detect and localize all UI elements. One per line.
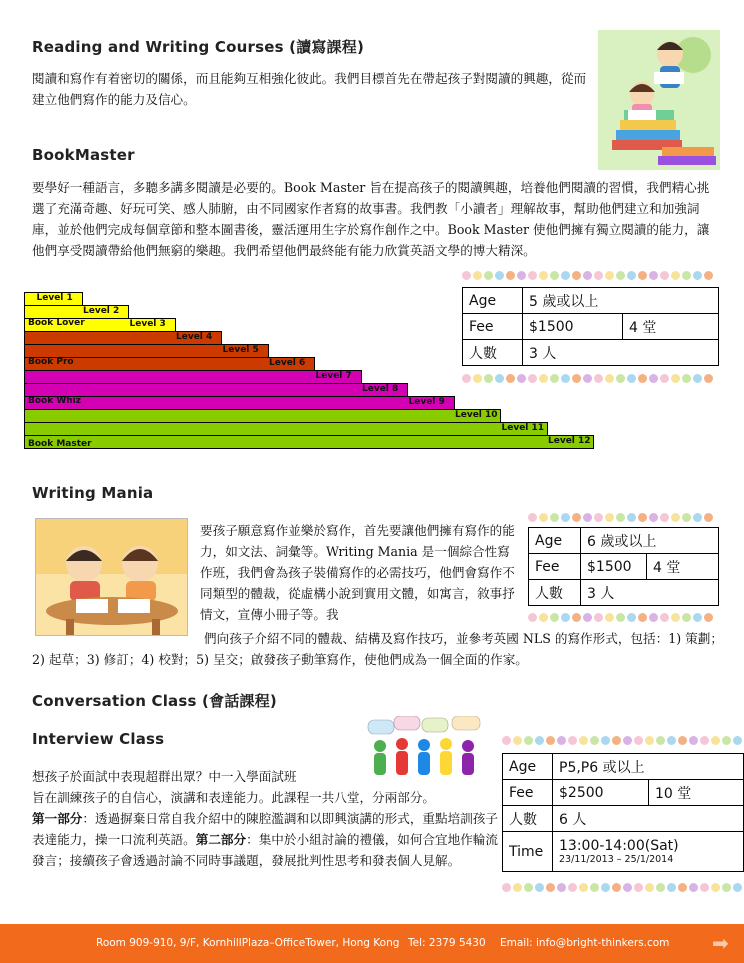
time-label: Time xyxy=(503,832,553,872)
dot xyxy=(649,513,658,522)
dot xyxy=(682,271,691,280)
dot xyxy=(634,883,643,892)
dot xyxy=(495,271,504,280)
footer-address: Room 909-910, 9/F, KornhillPlaza–OfficeTower, Hong Kong xyxy=(96,937,400,949)
dot xyxy=(733,736,742,745)
dot xyxy=(550,374,559,383)
level-label: Level 9 xyxy=(408,397,445,407)
interview-parts xyxy=(32,808,502,871)
people-value: 6 人 xyxy=(553,806,744,832)
reading-intro: 閱讀和寫作有着密切的關係，而且能夠互相強化彼此。我們目標首先在帶起孩子對閱讀的興趣，從而建立他們寫作的能力及信心。 xyxy=(32,71,587,107)
dot xyxy=(484,374,493,383)
people-label: 人數 xyxy=(529,580,581,606)
time-value: 13:00-14:00(Sat) xyxy=(559,838,679,854)
conversation-title: Conversation Class (會話課程) xyxy=(32,692,277,710)
dot xyxy=(733,883,742,892)
dot xyxy=(546,883,555,892)
level-label: Level 6 xyxy=(269,358,306,368)
dot xyxy=(660,513,669,522)
dot xyxy=(568,883,577,892)
part2-text: ：集中於小組討論的禮儀，如何合宜地作輪流發言；接續孩子會透過討論不同時事議題，發展批判性思考和發表個人見解。 xyxy=(32,832,498,868)
interview-title: Interview Class xyxy=(32,730,165,748)
reading-title: Reading and Writing Courses (讀寫課程) xyxy=(32,38,365,56)
dot xyxy=(682,513,691,522)
dotted-border-bottom xyxy=(462,371,720,385)
part2-label: 第二部分 xyxy=(195,832,247,847)
dot xyxy=(506,271,515,280)
writing-body-2: 們向孩子介紹不同的體裁、結構及寫作技巧，並參考英國 NLS 的寫作形式，包括：1) 策劃；2) 起草；3) 修訂；4) 校對；5) 呈交；啟發孩子動筆寫作，使他們成為一個全面的作家。 xyxy=(32,631,723,667)
dot xyxy=(605,513,614,522)
interview-line-1: 想孩子於面試中表現超群出眾？中一入學面試班 xyxy=(32,769,297,784)
dot xyxy=(495,374,504,383)
dot xyxy=(693,513,702,522)
dot xyxy=(517,271,526,280)
dot xyxy=(667,883,676,892)
age-value: 5 歲或以上 xyxy=(523,288,719,314)
dot xyxy=(649,613,658,622)
dot xyxy=(462,374,471,383)
dot xyxy=(579,883,588,892)
dot xyxy=(656,883,665,892)
dot xyxy=(572,513,581,522)
level-label: Level 2 xyxy=(83,306,120,316)
dot xyxy=(689,883,698,892)
dot xyxy=(667,736,676,745)
dot xyxy=(572,613,581,622)
dot xyxy=(634,736,643,745)
dot xyxy=(528,513,537,522)
dot xyxy=(583,513,592,522)
dot xyxy=(590,736,599,745)
kids-writing-image xyxy=(36,519,188,636)
dot xyxy=(627,513,636,522)
age-label: Age xyxy=(529,528,581,554)
level-step xyxy=(24,435,594,449)
dot xyxy=(601,736,610,745)
dot xyxy=(561,513,570,522)
fee-value: $1500 xyxy=(581,554,647,580)
dot xyxy=(689,736,698,745)
dot xyxy=(678,883,687,892)
dot xyxy=(506,374,515,383)
dot xyxy=(682,374,691,383)
dot xyxy=(590,883,599,892)
dot xyxy=(513,736,522,745)
footer-tel: Tel: 2379 5430 xyxy=(408,937,486,949)
arrow-right-icon[interactable]: ➡ xyxy=(712,931,729,955)
tier-label: Book Whiz xyxy=(28,396,82,406)
dot xyxy=(550,613,559,622)
dot xyxy=(572,374,581,383)
dot xyxy=(645,736,654,745)
dot xyxy=(627,613,636,622)
dot xyxy=(612,736,621,745)
date-range: 23/11/2013 – 25/1/2014 xyxy=(559,854,674,865)
writing-title: Writing Mania xyxy=(32,484,154,502)
age-value: P5,P6 或以上 xyxy=(553,754,744,780)
dot xyxy=(513,883,522,892)
dot xyxy=(649,271,658,280)
tier-label: Book Pro xyxy=(28,357,74,367)
dotted-border-top xyxy=(462,268,720,282)
interview-body xyxy=(32,766,502,871)
dot xyxy=(616,513,625,522)
dot xyxy=(638,374,647,383)
dot xyxy=(557,736,566,745)
dot xyxy=(704,374,713,383)
people-label: 人數 xyxy=(463,340,523,366)
lessons-value: 4 堂 xyxy=(647,554,719,580)
dot xyxy=(616,613,625,622)
dot xyxy=(473,374,482,383)
dot xyxy=(660,613,669,622)
dot xyxy=(671,271,680,280)
dot xyxy=(623,736,632,745)
dotted-border-top xyxy=(528,510,720,524)
dot xyxy=(539,513,548,522)
dot xyxy=(583,374,592,383)
writing-info-table xyxy=(528,527,719,606)
tier-label: Book Master xyxy=(28,439,92,449)
dot xyxy=(539,271,548,280)
dot xyxy=(671,613,680,622)
age-label: Age xyxy=(503,754,553,780)
dot xyxy=(693,271,702,280)
dot xyxy=(502,736,511,745)
dot xyxy=(671,513,680,522)
dot xyxy=(704,613,713,622)
interview-line-2: 旨在訓練孩子的自信心，演講和表達能力。此課程一共八堂，分兩部分。 xyxy=(32,790,435,805)
dot xyxy=(660,271,669,280)
people-value: 3 人 xyxy=(523,340,719,366)
dot xyxy=(528,613,537,622)
part1-text: ：透過摒棄日常自我介紹中的陳腔濫調和以即興演講的形式，重點培訓孩子表達能力，操一口流利英語。 xyxy=(32,811,498,847)
dot xyxy=(638,271,647,280)
dot xyxy=(671,374,680,383)
dot xyxy=(623,883,632,892)
dot xyxy=(649,374,658,383)
dotted-border-bottom xyxy=(502,880,744,894)
people-label: 人數 xyxy=(503,806,553,832)
age-label: Age xyxy=(463,288,523,314)
dot xyxy=(484,271,493,280)
dot xyxy=(704,271,713,280)
dot xyxy=(502,883,511,892)
dot xyxy=(517,374,526,383)
dotted-border-bottom xyxy=(528,610,720,624)
level-label: Level 1 xyxy=(36,293,73,303)
kids-reading-illustration xyxy=(598,30,720,170)
dot xyxy=(638,613,647,622)
dot xyxy=(616,374,625,383)
dot xyxy=(462,271,471,280)
dot xyxy=(561,613,570,622)
level-label: Level 4 xyxy=(176,332,213,342)
dot xyxy=(561,271,570,280)
dot xyxy=(682,613,691,622)
dot xyxy=(594,513,603,522)
dot xyxy=(535,736,544,745)
people-value: 3 人 xyxy=(581,580,719,606)
dot xyxy=(594,613,603,622)
dot xyxy=(557,883,566,892)
kids-writing-illustration xyxy=(35,518,188,636)
dot xyxy=(638,513,647,522)
level-label: Level 7 xyxy=(315,371,352,381)
dot xyxy=(612,883,621,892)
dot xyxy=(704,513,713,522)
dot xyxy=(528,271,537,280)
dot xyxy=(656,736,665,745)
dot xyxy=(550,271,559,280)
lessons-value: 10 堂 xyxy=(649,780,744,806)
dot xyxy=(605,613,614,622)
level-label: Level 11 xyxy=(501,423,545,433)
dot xyxy=(693,374,702,383)
dot xyxy=(711,883,720,892)
dot xyxy=(524,883,533,892)
dot xyxy=(722,736,731,745)
dot xyxy=(546,736,555,745)
dot xyxy=(693,613,702,622)
dot xyxy=(539,374,548,383)
dot xyxy=(561,374,570,383)
dot xyxy=(722,883,731,892)
writing-body-1: 要孩子願意寫作並樂於寫作，首先要讓他們擁有寫作的能力，如文法、詞彙等。Writing Mania 是一個綜合性寫作班，我們會為孩子裝備寫作的必需技巧，他們會寫作不同類型的體裁，從虛構小說到實用文體，如寓言，敘事抒情文，宣傳小冊子等。我 xyxy=(200,523,515,622)
dot xyxy=(594,374,603,383)
fee-value: $2500 xyxy=(553,780,649,806)
dot xyxy=(700,736,709,745)
level-label: Level 5 xyxy=(222,345,259,355)
dot xyxy=(605,271,614,280)
kids-reading-image xyxy=(598,30,720,170)
bookmaster-body: 要學好一種語言，多聽多講多閱讀是必要的。Book Master 旨在提高孩子的閱讀興趣，培養他們閱讀的習慣，我們精心挑選了充滿奇趣、好玩可笑、感人肺腑，由不同國家作者寫的故事書。我們教「小讀者」理解故事，幫助他們建立和加強詞庫，並於他們完成每個章節和整本圖書後，靈活運用生字於寫作創作之中。Book Master 使他們擁有獨立閱讀的能力，讓他們享受閱讀帶給他們無窮的樂趣。我們希望他們最終能有能力欣賞英語文學的博大精深。 xyxy=(32,180,710,258)
fee-label: Fee xyxy=(529,554,581,580)
level-label: Level 8 xyxy=(362,384,399,394)
dot xyxy=(550,513,559,522)
dot xyxy=(539,613,548,622)
dot xyxy=(660,374,669,383)
footer-bar xyxy=(0,924,744,963)
interview-info-table xyxy=(502,753,744,872)
tier-label: Book Lover xyxy=(28,318,85,328)
bookmaster-info-table xyxy=(462,287,719,366)
level-step xyxy=(24,396,455,410)
dot xyxy=(711,736,720,745)
dot xyxy=(524,736,533,745)
dot xyxy=(535,883,544,892)
footer-email[interactable]: Email: info@bright-thinkers.com xyxy=(500,937,670,949)
dot xyxy=(572,271,581,280)
lessons-value: 4 堂 xyxy=(623,314,719,340)
fee-value: $1500 xyxy=(523,314,623,340)
bookmaster-title: BookMaster xyxy=(32,146,135,164)
dot xyxy=(678,736,687,745)
age-value: 6 歲或以上 xyxy=(581,528,719,554)
level-label: Level 3 xyxy=(129,319,166,329)
part1-label: 第一部分 xyxy=(32,811,83,826)
dot xyxy=(627,374,636,383)
dot xyxy=(627,271,636,280)
dot xyxy=(528,374,537,383)
dot xyxy=(645,883,654,892)
dot xyxy=(605,374,614,383)
dot xyxy=(583,271,592,280)
dot xyxy=(579,736,588,745)
level-label: Level 12 xyxy=(548,436,591,446)
dotted-border-top xyxy=(502,733,744,747)
dot xyxy=(616,271,625,280)
dot xyxy=(594,271,603,280)
dot xyxy=(583,613,592,622)
dot xyxy=(700,883,709,892)
dot xyxy=(473,271,482,280)
fee-label: Fee xyxy=(503,780,553,806)
fee-label: Fee xyxy=(463,314,523,340)
dot xyxy=(568,736,577,745)
level-label: Level 10 xyxy=(455,410,498,420)
time-cell xyxy=(553,832,744,872)
dot xyxy=(601,883,610,892)
